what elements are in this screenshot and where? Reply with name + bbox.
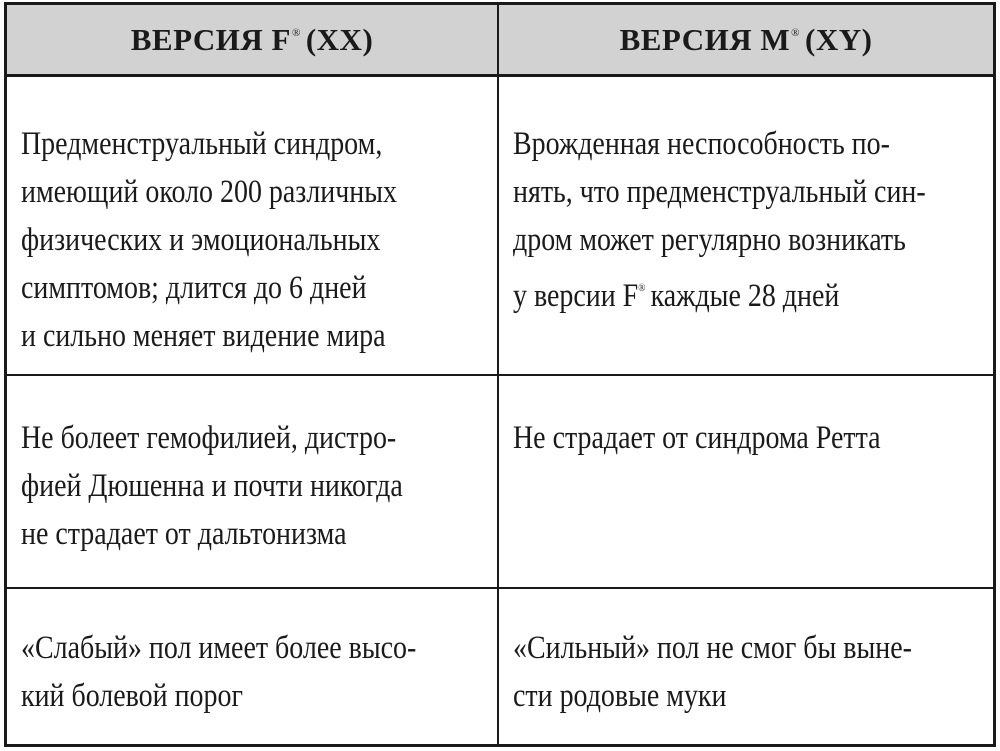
- text-line: симптомов; длится до 6 дней: [21, 270, 367, 306]
- text-line: «Сильный» пол не смог бы выне-: [513, 630, 912, 666]
- text-line: у версии F® каждые 28 дней: [513, 278, 840, 314]
- header-cell-version-f: [7, 5, 499, 77]
- text-line: физических и эмоциональных: [21, 222, 381, 258]
- cell-text: [513, 120, 985, 320]
- text-line: сти родовые муки: [513, 678, 727, 714]
- cell-text: [513, 624, 985, 720]
- table-row-2-right: [499, 376, 993, 589]
- text-line: не страдает от дальтонизма: [21, 516, 347, 552]
- table-row-3-left: [7, 589, 499, 744]
- cell-text: [21, 624, 489, 720]
- text-line: нять, что предменструальный син-: [513, 174, 926, 210]
- text-line: кий болевой порог: [21, 678, 243, 714]
- header-version-f: ВЕРСИЯ F® (XX): [130, 21, 374, 57]
- cell-text: [513, 414, 985, 462]
- text-line: Не страдает от синдрома Ретта: [513, 420, 881, 456]
- text-line: «Слабый» пол имеет более высо-: [21, 630, 417, 666]
- header-version-m: ВЕРСИЯ M® (XY): [619, 21, 873, 57]
- text-line: фией Дюшенна и почти никогда: [21, 468, 403, 504]
- text-line: Предменструальный синдром,: [21, 126, 383, 162]
- cell-text: [21, 414, 489, 558]
- table-row-1-left: [7, 77, 499, 376]
- header-cell-version-m: [499, 5, 993, 77]
- table-row-3-right: [499, 589, 993, 744]
- text-line: и сильно меняет видение мира: [21, 318, 386, 354]
- text-line: дром может регулярно возникать: [513, 222, 906, 258]
- text-line: Врожденная неспособность по-: [513, 126, 890, 162]
- table-row-2-left: [7, 376, 499, 589]
- text-line: имеющий около 200 различных: [21, 174, 398, 210]
- comparison-table: [4, 2, 996, 747]
- table-row-1-right: [499, 77, 993, 376]
- cell-text: [21, 120, 489, 360]
- text-line: Не болеет гемофилией, дистро-: [21, 420, 397, 456]
